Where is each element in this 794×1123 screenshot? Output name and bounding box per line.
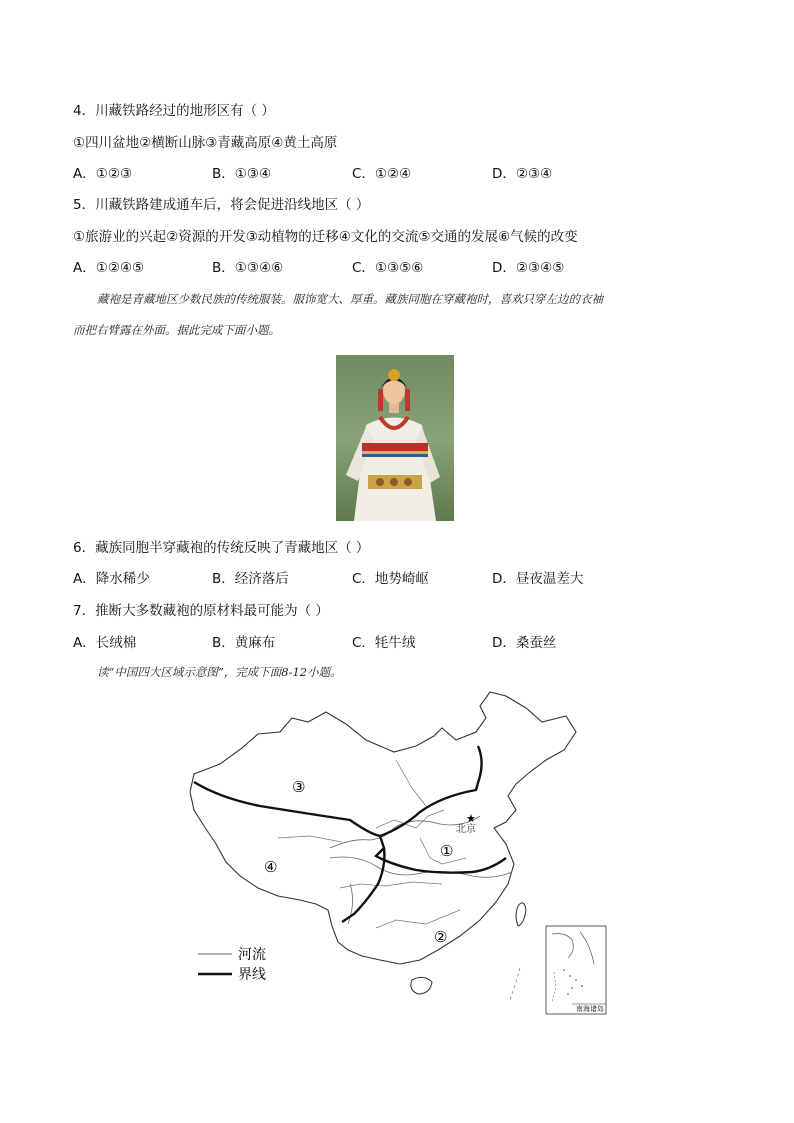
q4-stem: 4．川藏铁路经过的地形区有（ ） xyxy=(73,103,275,119)
legend-river-label: 河流 xyxy=(238,947,266,963)
inset-label: 南海诸岛 xyxy=(576,1005,604,1013)
q4-option-c[interactable]: C．①②④ xyxy=(352,166,412,182)
region-label-1: ① xyxy=(440,842,454,860)
taiwan-island xyxy=(516,903,526,926)
q5-stem: 5．川藏铁路建成通车后，将会促进沿线地区（ ） xyxy=(73,197,370,213)
q5-items: ①旅游业的兴起②资源的开发③动植物的迁移④文化的交流⑤交通的发展⑥气候的改变 xyxy=(73,229,578,245)
intro-paragraph-line2: 而把右臂露在外面。据此完成下面小题。 xyxy=(73,323,280,337)
q5-option-a[interactable]: A．①②④⑤ xyxy=(73,260,145,276)
q5-option-b[interactable]: B．①③④⑥ xyxy=(212,260,284,276)
q4-option-a[interactable]: A．①②③ xyxy=(73,166,133,182)
q7-option-c[interactable]: C．牦牛绒 xyxy=(352,635,416,651)
q5-option-d[interactable]: D．②③④⑤ xyxy=(492,260,565,276)
q4-option-b[interactable]: B．①③④ xyxy=(212,166,272,182)
china-four-regions-map xyxy=(180,688,620,1018)
q7-option-a[interactable]: A．长绒棉 xyxy=(73,635,137,651)
q4-option-d[interactable]: D．②③④ xyxy=(492,166,553,182)
q6-option-b[interactable]: B．经济落后 xyxy=(212,571,289,587)
q4-items: ①四川盆地②横断山脉③青藏高原④黄土高原 xyxy=(73,135,338,151)
region-label-4: ④ xyxy=(264,858,278,876)
q7-stem: 7．推断大多数藏袍的原材料最可能为（ ） xyxy=(73,603,329,619)
region-label-3: ③ xyxy=(292,778,306,796)
q6-stem: 6．藏族同胞半穿藏袍的传统反映了青藏地区（ ） xyxy=(73,540,370,556)
capital-label: 北京 xyxy=(456,824,476,835)
q7-option-b[interactable]: B．黄麻布 xyxy=(212,635,276,651)
capital-star-icon: ★ xyxy=(466,812,476,825)
legend-boundary-label: 界线 xyxy=(238,967,266,983)
intro-paragraph-line1: 藏袍是青藏地区少数民族的传统服装。服饰宽大、厚重。藏族同胞在穿藏袍时，喜欢只穿左边的衣袖 xyxy=(97,292,603,306)
q6-option-a[interactable]: A．降水稀少 xyxy=(73,571,150,587)
sea-boundary-dashes xyxy=(510,968,520,1000)
hainan-island xyxy=(411,977,432,994)
map-intro: 读“中国四大区域示意图”，完成下面8-12小题。 xyxy=(97,665,342,679)
q7-option-d[interactable]: D．桑蚕丝 xyxy=(492,635,557,651)
tibetan-robe-photo xyxy=(336,355,454,521)
q6-option-c[interactable]: C．地势崎岖 xyxy=(352,571,429,587)
south-china-sea-inset xyxy=(546,926,606,1014)
region-label-2: ② xyxy=(434,928,448,946)
q6-option-d[interactable]: D．昼夜温差大 xyxy=(492,571,584,587)
q5-option-c[interactable]: C．①③⑤⑥ xyxy=(352,260,424,276)
